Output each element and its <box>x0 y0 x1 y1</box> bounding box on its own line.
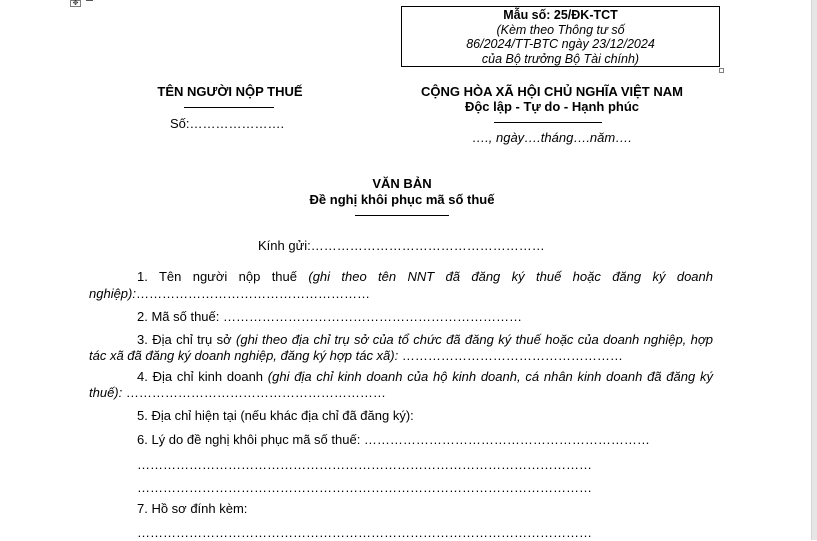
republic-heading: CỘNG HÒA XÃ HỘI CHỦ NGHĨA VIỆT NAM <box>421 84 683 99</box>
table-move-handle-icon[interactable]: ✥ <box>70 0 81 7</box>
item-3-fill: …………………………………………… <box>398 348 623 363</box>
item-1-line2 <box>89 285 370 302</box>
item-6: 6. Lý do đề nghị khôi phục mã số thuế: ………………………………………………………… <box>137 432 650 447</box>
item-4-note-cont: thuế): <box>89 385 123 400</box>
item-2: 2. Mã số thuế: …………………………………………………………… <box>137 309 522 324</box>
item-1-label: 1. Tên người nộp thuế <box>137 269 309 284</box>
item-6-fill-line2: …………………………………………………………………………………………… <box>137 457 592 472</box>
item-1-fill: ……………………………………………… <box>135 286 370 301</box>
item-3-note-cont: tác xã đã đăng ký doanh nghiệp, đăng ký hợp tác xã): <box>89 348 399 363</box>
item-1-line1 <box>89 268 713 285</box>
resize-handle[interactable] <box>719 68 724 73</box>
circular-ref-line1: (Kèm theo Thông tư số <box>496 22 625 37</box>
item-5: 5. Địa chỉ hiện tại (nếu khác địa chỉ đã đăng ký): <box>137 408 414 423</box>
circular-ref-line2: 86/2024/TT-BTC ngày 23/12/2024 <box>466 37 655 51</box>
item-4-fill: …………………………………………………… <box>122 385 386 400</box>
item-3-line2 <box>89 347 623 364</box>
item-7: 7. Hồ sơ đính kèm: <box>137 501 248 516</box>
taxpayer-name-heading: TÊN NGƯỜI NỘP THUẾ <box>157 84 303 99</box>
item-4-line1 <box>89 368 713 385</box>
left-header-divider <box>184 107 274 108</box>
document-title: VĂN BẢN <box>372 176 432 191</box>
form-number-box <box>401 6 720 67</box>
document-number: Số:…………………. <box>170 116 285 131</box>
motto: Độc lập - Tự do - Hạnh phúc <box>464 99 640 114</box>
cursor-mark <box>86 0 93 1</box>
item-1-note: (ghi theo tên NNT đã đăng ký thuế hoặc đăng ký doanh <box>308 269 713 284</box>
form-number: Mẫu số: 25/ĐK-TCT <box>503 8 618 22</box>
page-edge-shadow <box>811 0 817 540</box>
date-line: …., ngày….tháng….năm…. <box>472 130 632 145</box>
title-divider <box>355 215 449 216</box>
right-header-divider <box>494 122 602 123</box>
item-4-label: 4. Địa chỉ kinh doanh <box>137 369 268 384</box>
item-4-note: (ghi địa chỉ kinh doanh của hộ kinh doanh, cá nhân kinh doanh đã đăng ký <box>267 369 713 384</box>
item-1-note-cont: nghiệp): <box>89 286 136 301</box>
recipient-line: Kính gửi:……………………………………………… <box>258 238 545 253</box>
item-7-fill-line2: …………………………………………………………………………………………… <box>137 525 592 540</box>
item-3-note: (ghi theo địa chỉ trụ sở của tổ chức đã đăng ký thuế hoặc của doanh nghiệp, hợp <box>236 332 713 347</box>
document-subtitle: Đề nghị khôi phục mã số thuế <box>309 192 495 207</box>
item-3-line1 <box>89 331 713 348</box>
item-6-fill-line3: …………………………………………………………………………………………… <box>137 480 592 495</box>
item-3-label: 3. Địa chỉ trụ sở <box>137 332 237 347</box>
item-4-line2 <box>89 384 386 401</box>
circular-ref-line3: của Bộ trưởng Bộ Tài chính) <box>481 51 640 66</box>
